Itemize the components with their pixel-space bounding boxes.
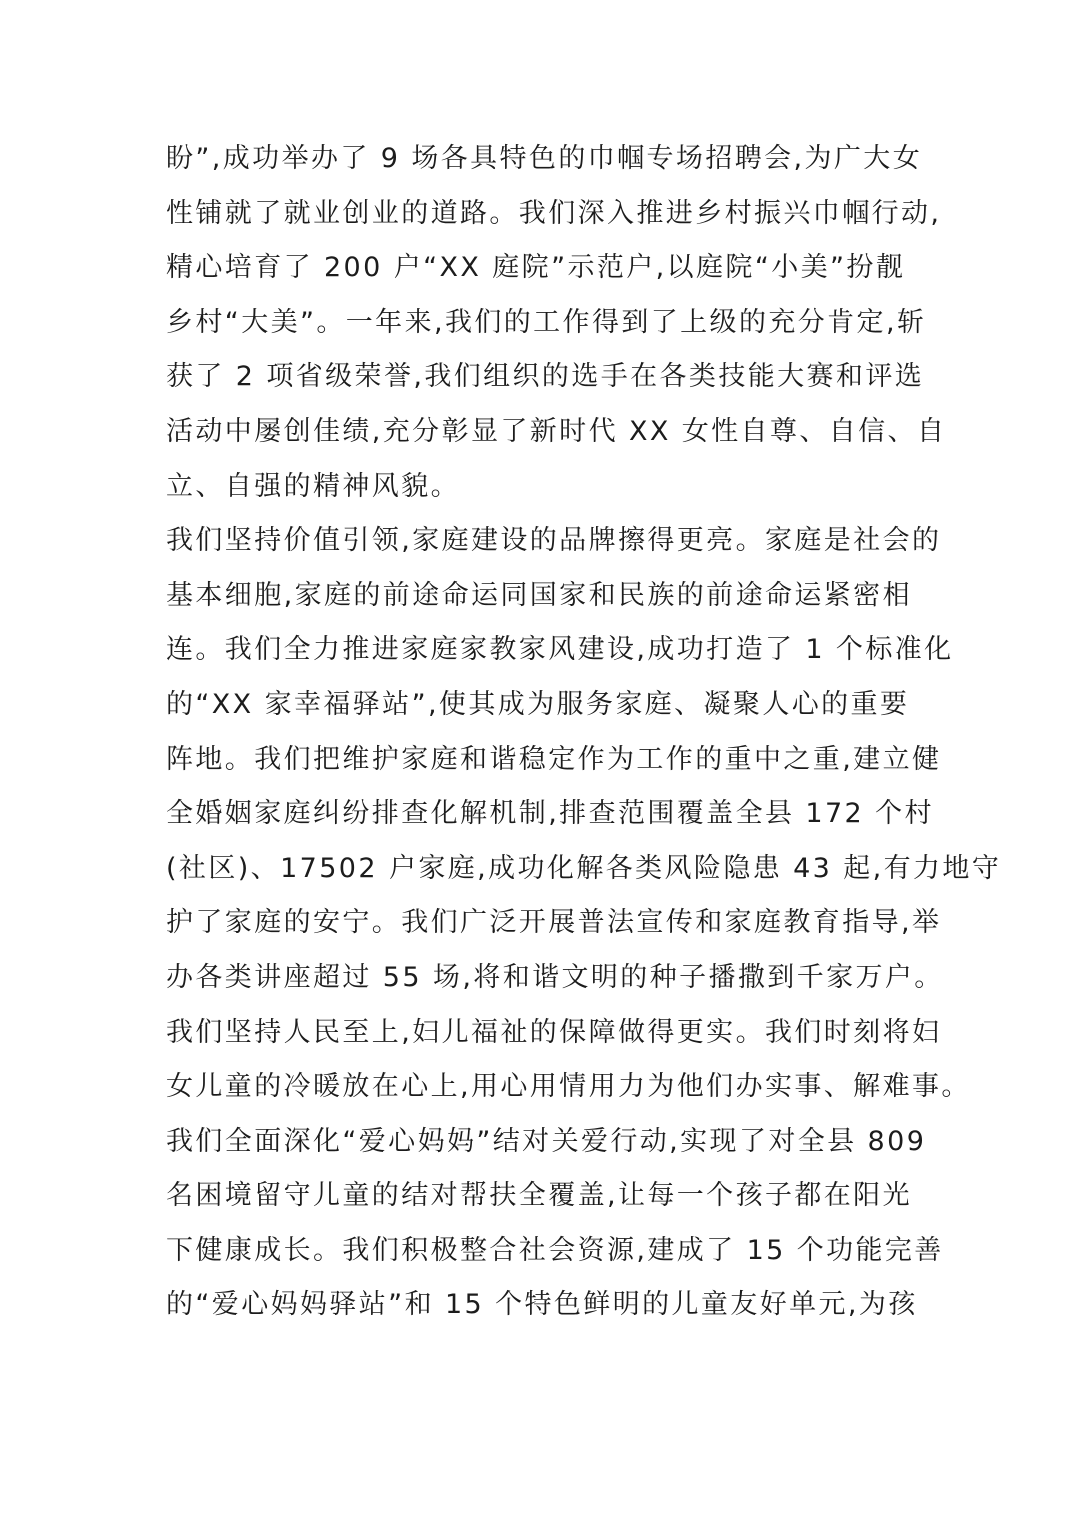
- text-line: 办各类讲座超过 55 场,将和谐文明的种子播撒到千家万户。: [166, 961, 944, 993]
- text-line: 护了家庭的安宁。我们广泛开展普法宣传和家庭教育指导,举: [166, 907, 942, 939]
- text-line: 连。我们全力推进家庭家教家风建设,成功打造了 1 个标准化: [166, 634, 954, 666]
- text-line: 立、自强的精神风貌。: [166, 470, 460, 502]
- text-line: 女儿童的冷暖放在心上,用心用情用力为他们办实事、解难事。: [166, 1071, 971, 1103]
- text-line: 盼”,成功举办了 9 场各具特色的巾帼专场招聘会,为广大女: [166, 143, 923, 174]
- text-line: 我们坚持价值引领,家庭建设的品牌擦得更亮。家庭是社会的: [166, 525, 942, 557]
- text-line: 阵地。我们把维护家庭和谐稳定作为工作的重中之重,建立健: [166, 743, 942, 775]
- text-line: 下健康成长。我们积极整合社会资源,建成了 15 个功能完善: [166, 1234, 944, 1266]
- text-line: 精心培育了 200 户“XX 庭院”示范户,以庭院“小美”扮靓: [166, 252, 906, 284]
- text-line: 的“XX 家幸福驿站”,使其成为服务家庭、凝聚人心的重要: [166, 688, 910, 720]
- text-line: 活动中屡创佳绩,充分彰显了新时代 XX 女性自尊、自信、自: [166, 415, 947, 447]
- document-body: [166, 132, 1002, 1333]
- text-line: (社区)、17502 户家庭,成功化解各类风险隐患 43 起,有力地守: [166, 852, 1002, 884]
- text-line: 我们全面深化“爱心妈妈”结对关爱行动,实现了对全县 809: [166, 1125, 927, 1157]
- text-line: 基本细胞,家庭的前途命运同国家和民族的前途命运紧密相: [166, 579, 912, 611]
- text-line: 获了 2 项省级荣誉,我们组织的选手在各类技能大赛和评选: [166, 361, 925, 393]
- text-line: 的“爱心妈妈驿站”和 15 个特色鲜明的儿童友好单元,为孩: [166, 1289, 918, 1321]
- text-line: 我们坚持人民至上,妇儿福祉的保障做得更实。我们时刻将妇: [166, 1016, 942, 1048]
- text-line: 全婚姻家庭纠纷排查化解机制,排查范围覆盖全县 172 个村: [166, 798, 934, 830]
- text-line: 名困境留守儿童的结对帮扶全覆盖,让每一个孩子都在阳光: [166, 1180, 912, 1212]
- text-line: 乡村“大美”。一年来,我们的工作得到了上级的充分肯定,斩: [166, 306, 927, 338]
- text-line: 性铺就了就业创业的道路。我们深入推进乡村振兴巾帼行动,: [166, 197, 942, 229]
